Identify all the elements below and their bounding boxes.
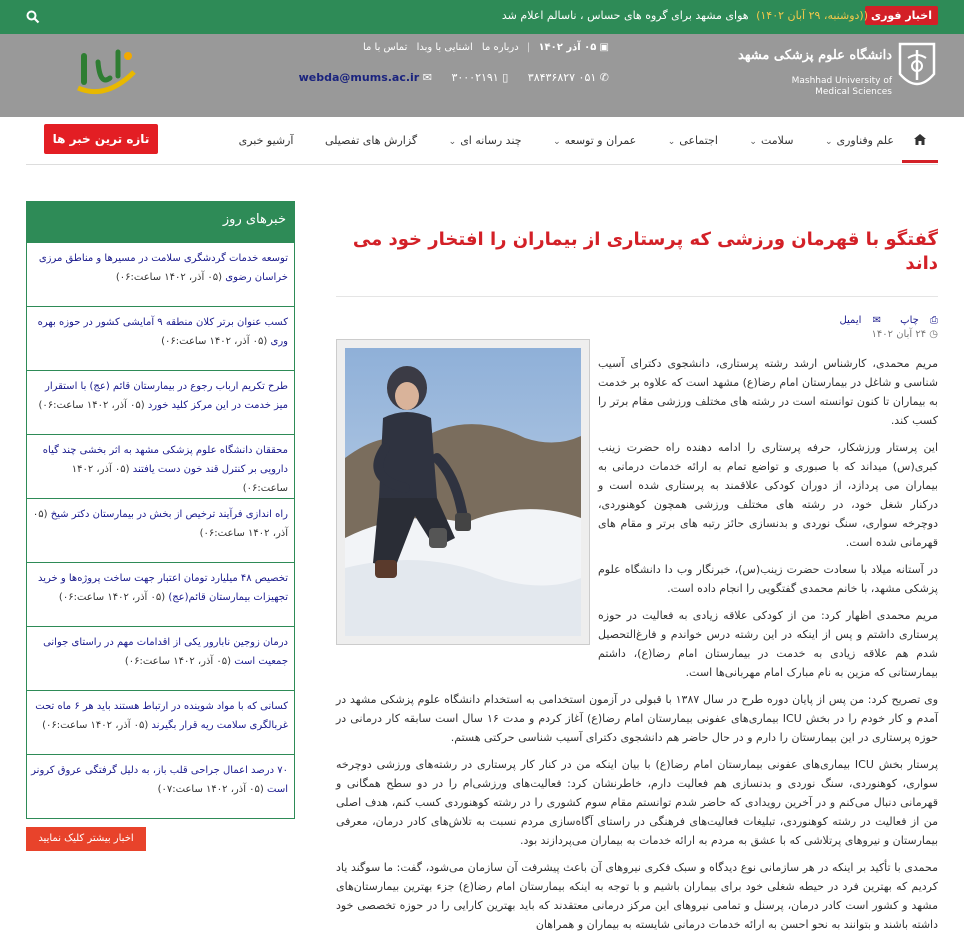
list-item[interactable]: [27, 242, 294, 306]
nav-item-social[interactable]: [668, 134, 718, 147]
email-item[interactable]: [299, 71, 432, 84]
chevron-down-icon: ⌄: [749, 137, 757, 147]
chevron-down-icon: ⌄: [824, 137, 833, 147]
phone-number: ۰۵۱ ۳۸۴۳۶۸۲۷: [527, 71, 597, 84]
paragraph: محمدی با تأکید بر اینکه در هر سازمانی نوع دیدگاه و سبک فکری نیروهای آن باعث پیشرفت آن سازمان می‌شود، گفت: ما سوگند یاد کردیم که بهترین فرد در حیطه شغلی خود برای بیماران باشیم و با توجه به اینکه بیمارستان امام رضا(ع) جزء بهترین بیمارستان‌های مشهد و کشور است کادر درمان، پرسنل و تمامی نیروهای این مرکز درمانی معتقدند که باید بهترین کارایی را در حوزه تخصصی خود داشته باشند و بتوانند به نحو احسن به ارائه خدمات درمانی شایسته به بیماران و همراهان: [336, 861, 938, 931]
news-meta: (۰۵ آذر، ۱۴۰۲ ساعت:۰۶): [115, 272, 223, 283]
nav-item-reports[interactable]: [325, 134, 417, 147]
nav-item-label: چند رسانه ای: [460, 134, 522, 147]
ticker-text[interactable]: هوای مشهد برای گروه های حساس ، ناسالم اعلام شد: [501, 9, 749, 22]
nav-item-health[interactable]: [749, 134, 793, 147]
chevron-down-icon: ⌄: [553, 137, 561, 147]
nav-item-label: آرشیو خبری: [238, 134, 294, 147]
list-item[interactable]: [27, 562, 294, 626]
fax-item: [451, 71, 508, 84]
list-item[interactable]: [27, 626, 294, 690]
university-emblem-icon: [896, 40, 938, 94]
climber-photo: [345, 348, 581, 636]
nav-item-science[interactable]: [825, 134, 894, 147]
list-item[interactable]: [27, 370, 294, 434]
chevron-down-icon: ⌄: [448, 137, 457, 147]
news-link[interactable]: تخصیص ۴۸ میلیارد تومان اعتبار جهت ساخت پروژه‌ها و خرید تجهیزات بیمارستان قائم(عج): [37, 573, 288, 603]
university-name-fa: دانشگاه علوم پزشکی مشهد: [737, 48, 892, 63]
news-link[interactable]: طرح تکریم ارباب رجوع در بیمارستان قائم (عج) با استقرار میز خدمت در این مرکز کلید خورد: [44, 381, 288, 411]
paragraph: وی تصریح کرد: من پس از پایان دوره طرح در سال ۱۳۸۷ با قبولی در آزمون استخدامی به استخدام دانشگاه علوم پزشکی مشهد در آمدم و کار خودم را در بخش ICU بیماری‌های عفونی بیمارستان امام رضا(ع) آغاز کردم و مدت ۱۶ سال است سابقه کار درمانی در حوزه پرستاری در این بیمارستان را دارم و در حال حاضر هم دانشجوی دکترای آسیب شناسی حرکتی هستم.: [336, 693, 939, 744]
list-item[interactable]: [27, 434, 294, 498]
printer-icon: ⎙: [926, 315, 938, 326]
calendar-icon: ▣: [596, 42, 609, 53]
ticker-date: ((دوشنبه، ۲۹ آبان ۱۴۰۲): [756, 9, 868, 22]
email-button[interactable]: [831, 315, 881, 326]
envelope-icon: ✉: [419, 71, 432, 84]
daily-news-sidebar: [26, 201, 295, 851]
article: [336, 201, 938, 942]
news-meta: (۰۵ آذر، ۱۴۰۲ ساعت:۰۶): [42, 720, 149, 731]
paragraph: در آستانه میلاد با سعادت حضرت زینب(س)، خبرنگار وب دا دانشگاه علوم پزشکی مشهد، با خانم محمدی گفتگویی را انجام داده است.: [598, 563, 938, 595]
news-link[interactable]: راه اندازی فرآیند ترخیص از بخش در بیمارستان دکتر شیخ: [50, 509, 288, 520]
main-nav: [26, 117, 938, 165]
print-button[interactable]: [892, 315, 938, 326]
nav-item-archive[interactable]: [239, 134, 294, 147]
home-icon[interactable]: [902, 117, 938, 163]
fax-icon: ▯: [498, 71, 509, 84]
list-item[interactable]: [27, 690, 294, 754]
print-label: چاپ: [900, 315, 919, 326]
article-title: گفتگو با قهرمان ورزشی که پرستاری از بیماران را افتخار خود می داند: [352, 229, 938, 274]
latest-news-button[interactable]: تازه ترین خبر ها: [44, 124, 158, 154]
paragraph: مریم محمدی اظهار کرد: من از کودکی علاقه زیادی به فعالیت در حوزه پرستاری داشتم و پس از اینکه در این رشته درس خواندم و فارغ‌التحصیل شدم هم علاقه زیادی به خدمت در بیمارستان امام رضا(ع)، داشتم بیمارستانی که مزین به نام مبارک امام مهربانی‌ها است.: [598, 609, 938, 679]
site-header: [0, 34, 964, 117]
article-tools: [336, 315, 938, 326]
news-meta: (۰۵ آذر، ۱۴۰۲ ساعت:۰۶): [32, 509, 288, 539]
list-item[interactable]: [27, 306, 294, 370]
nav-item-label: اجتماعی: [679, 134, 718, 147]
breaking-news-tag: اخبار فوری: [865, 6, 938, 25]
paragraph: پرستار بخش ICU بیماری‌های عفونی بیمارستان امام رضا(ع) با بیان اینکه من در کنار کار پرستاری در رشته‌های ورزشی دوچرخه سواری، کوهنوردی، سنگ نوردی و بدنسازی هم فعالیت دارم، خاطرنشان کرد: فعالیت‌های ورزشی‌ام را در دو سطح همگانی و قهرمانی دنبال می‌کنم و در آخرین رویدادی که حاضر شدم توانستم مقام سوم کشوری را در رشته کوهنوردی کسب کنم، هدف اصلی من از فعالیت در رشته کوهنوردی، تبلیغات فعالیت‌های فرهنگی در راستای آگاه‌سازی مردم نسبت به تلاش‌های کادر درمان، معرفی بیمارستان و نیروهای پرتلاشی که با عشق به مردم به ارائه خدمات به بیماران می‌پردازند بود.: [336, 758, 939, 847]
phone-icon: ✆: [596, 71, 609, 84]
paragraph: مریم محمدی، کارشناس ارشد رشته پرستاری، دانشجوی دکترای آسیب شناسی و شاغل در بیمارستان امام رضا(ع) مشهد است که علاوه بر خدمت به بیماران تا کنون توانسته است در رشته های مختلف ورزشی مقام برتر را کسب کند.: [598, 357, 938, 427]
news-link[interactable]: کسانی که با مواد شوینده در ارتباط هستند باید هر ۶ ماه تحت غربالگری سلامت ریه قرار بگیرند: [35, 701, 288, 731]
paragraph: این پرستار ورزشکار، حرفه پرستاری را ادامه دهنده راه حضرت زینب کبری(س) میداند که با صبوری و تواضع تمام به ارائه خدمات درمانی به بیماران می پردازد، از دوران کودکی علاقمند به پرستاری شده است و درکنار شغل خود، در رشته های مختلف ورزشی همچون کوهنوردی، دوچرخه سواری، سنگ نوردی و بدنسازی حائز رتبه های برتر و مقام های قهرمانی شده است.: [598, 441, 938, 549]
search-icon[interactable]: [26, 9, 40, 23]
sidebar-title: خبرهای روز: [27, 202, 294, 242]
news-meta: (۰۵ آذر، ۱۴۰۲ ساعت:۰۷): [157, 784, 264, 795]
university-name-en-1: Mashhad University of: [791, 76, 892, 86]
news-link[interactable]: محققان دانشگاه علوم پزشکی مشهد به اثر بخشی چند گیاه دارویی بر کنترل قند خون دست یافتند: [42, 445, 288, 475]
fax-number: ۳۰۰۰۲۱۹۱: [451, 71, 499, 84]
contact-link[interactable]: تماس با ما: [362, 42, 408, 53]
news-link[interactable]: کسب عنوان برتر کلان منطقه ۹ آمایشی کشور در حوزه بهره وری: [37, 317, 288, 347]
news-link[interactable]: توسعه خدمات گردشگری سلامت در مسیرها و مناطق مرزی خراسان رضوی: [38, 253, 288, 283]
phone-item: [528, 71, 609, 84]
news-link[interactable]: ۷۰ درصد اعمال جراحی قلب باز، به دلیل گرفتگی عروق کرونر است: [31, 765, 288, 795]
chevron-down-icon: ⌄: [667, 137, 676, 147]
nav-item-label: سلامت: [760, 134, 794, 147]
article-photo: [336, 339, 590, 645]
nav-item-multimedia[interactable]: [449, 134, 522, 147]
header-date: ۰۵ آذر ۱۴۰۲: [538, 42, 597, 53]
article-intro-column: [598, 354, 938, 682]
university-name-en-2: Medical Sciences: [815, 87, 892, 97]
nav-item-label: علم وفناوری: [836, 134, 894, 147]
about-link[interactable]: درباره ما: [481, 42, 519, 53]
nav-item-label: گزارش های تفصیلی: [324, 134, 418, 147]
news-meta: (۰۵ آذر، ۱۴۰۲ ساعت:۰۶): [124, 656, 232, 667]
publish-date-value: ۲۴ آبان ۱۴۰۲: [871, 329, 927, 340]
daily-news-box: [26, 201, 295, 819]
news-meta: (۰۵ آذر، ۱۴۰۲ ساعت:۰۶): [38, 400, 145, 411]
news-meta: (۰۵ آذر، ۱۴۰۲ ساعت:۰۶): [58, 592, 166, 603]
nav-menu: [211, 134, 894, 147]
divider: |: [526, 42, 531, 53]
nav-item-development[interactable]: [553, 134, 636, 147]
list-item[interactable]: [27, 754, 294, 818]
header-top-links: [357, 42, 609, 53]
list-item[interactable]: [27, 498, 294, 562]
news-link[interactable]: درمان زوجین نابارور یکی از اقدامات مهم در راستای جوانی جمعیت است: [43, 637, 288, 667]
divider: [336, 296, 938, 297]
news-meta: (۰۵ آذر، ۱۴۰۲ ساعت:۰۶): [71, 464, 288, 494]
webda-intro-link[interactable]: اشنایی با وبدا: [416, 42, 473, 53]
email-address[interactable]: webda@mums.ac.ir: [298, 71, 420, 84]
breaking-news-bar: [0, 0, 964, 34]
clock-icon: ◷: [926, 329, 938, 340]
more-news-button[interactable]: اخبار بیشتر کلیک نمایید: [26, 827, 146, 851]
header-contact: [283, 71, 609, 84]
university-logo[interactable]: [737, 40, 938, 100]
envelope-icon: ✉: [869, 315, 881, 326]
breaking-news-ticker[interactable]: [502, 9, 868, 22]
news-meta: (۰۵ آذر، ۱۴۰۲ ساعت:۰۶): [161, 336, 268, 347]
email-label: ایمیل: [839, 315, 862, 326]
webda-logo[interactable]: [70, 42, 142, 104]
nav-item-label: عمران و توسعه: [564, 134, 637, 147]
